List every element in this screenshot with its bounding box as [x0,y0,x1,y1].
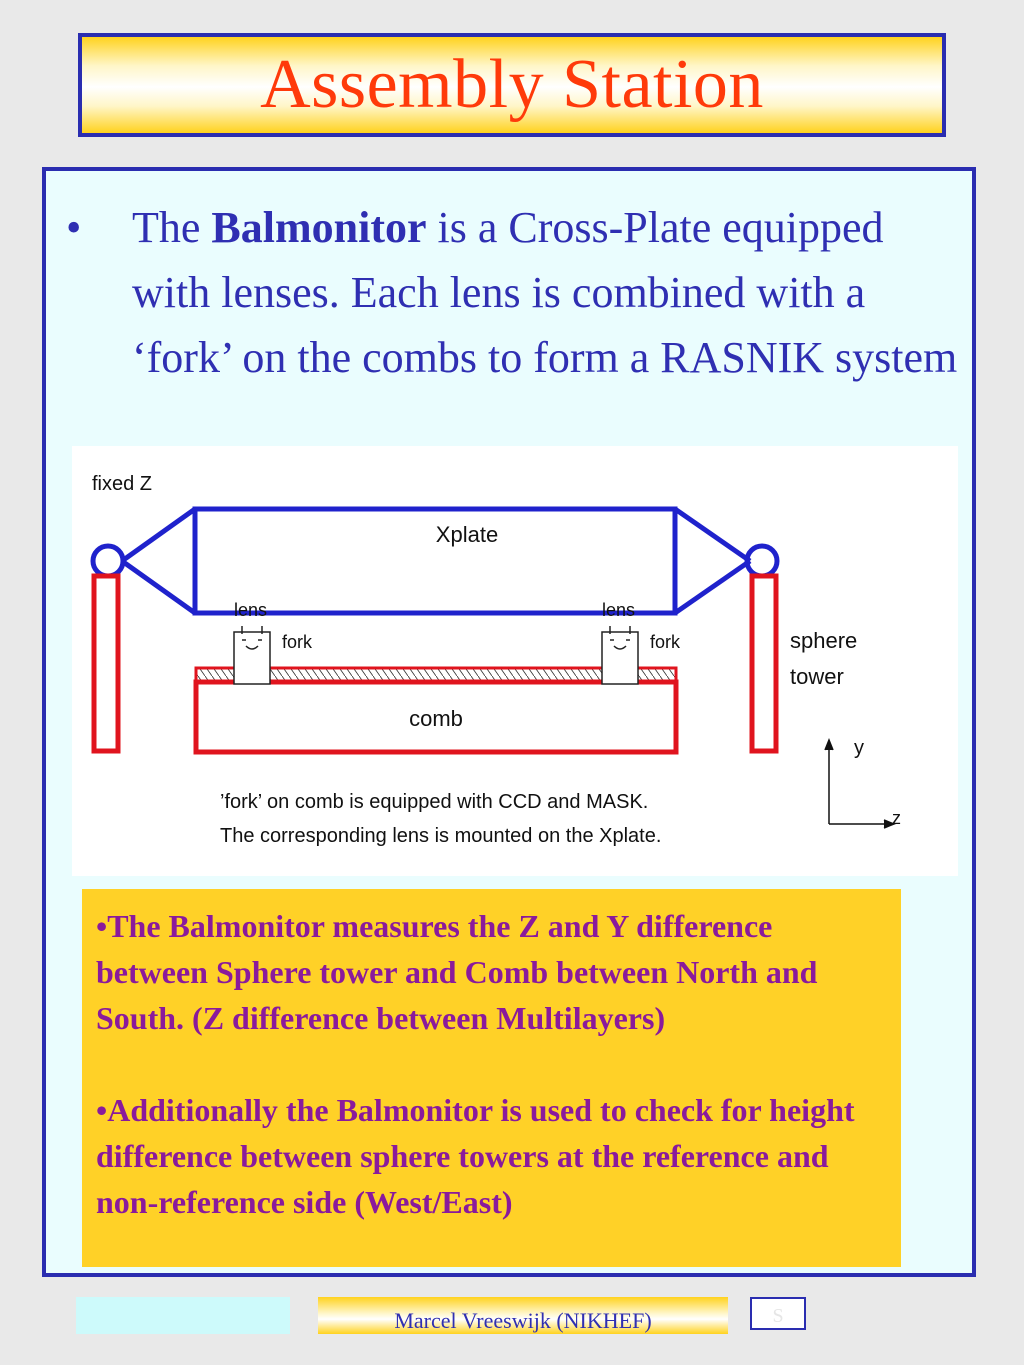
balmonitor-diagram [72,446,958,876]
label-lens-right: lens [602,600,636,620]
page-title: Assembly Station [260,46,764,123]
footer-page-marker: S [750,1297,806,1330]
intro-text [132,195,972,390]
title-banner [78,33,946,137]
label-fork-left: fork [282,632,313,652]
footer-author: Marcel Vreeswijk (NIKHEF) [318,1297,728,1334]
label-lens-left: lens [234,600,268,620]
label-comb: comb [409,706,463,731]
label-sphere: sphere [790,628,858,653]
diagram-svg [72,446,958,876]
footer-left-panel [76,1297,290,1334]
intro-bold-term: Balmonitor [211,203,427,252]
label-axis-z: z [892,808,901,828]
sphere-left [93,546,123,576]
caption-line-2: The corresponding lens is mounted on the Xplate. [220,825,662,847]
notes-box [82,889,901,1267]
label-xplate: Xplate [435,522,499,547]
content-panel [42,167,976,1277]
sphere-tower-left [94,576,118,751]
note-item: •The Balmonitor measures the Z and Y difference between Sphere tower and Comb between North and South. (Z difference between Multilayers) [96,908,818,1036]
label-tower: tower [790,664,844,689]
note-item: •Additionally the Balmonitor is used to check for height difference between sphere towers at the reference and non-reference side (West/East) [96,1092,855,1220]
label-fork-right: fork [650,632,681,652]
intro-rest: is a Cross-Plate equipped with lenses. Each lens is combined with a ‘fork’ on the combs to form a RASNIK system [132,203,958,382]
fork-right [602,632,638,684]
fork-left [234,632,270,684]
label-axis-y: y [854,737,864,759]
bullet-icon: • [66,203,82,252]
label-fixed-z: fixed Z [92,473,153,495]
sphere-tower-right [752,576,776,751]
intro-lead: The [132,203,212,252]
sphere-right [747,546,777,576]
caption-line-1: ’fork’ on comb is equipped with CCD and MASK. [220,791,649,813]
